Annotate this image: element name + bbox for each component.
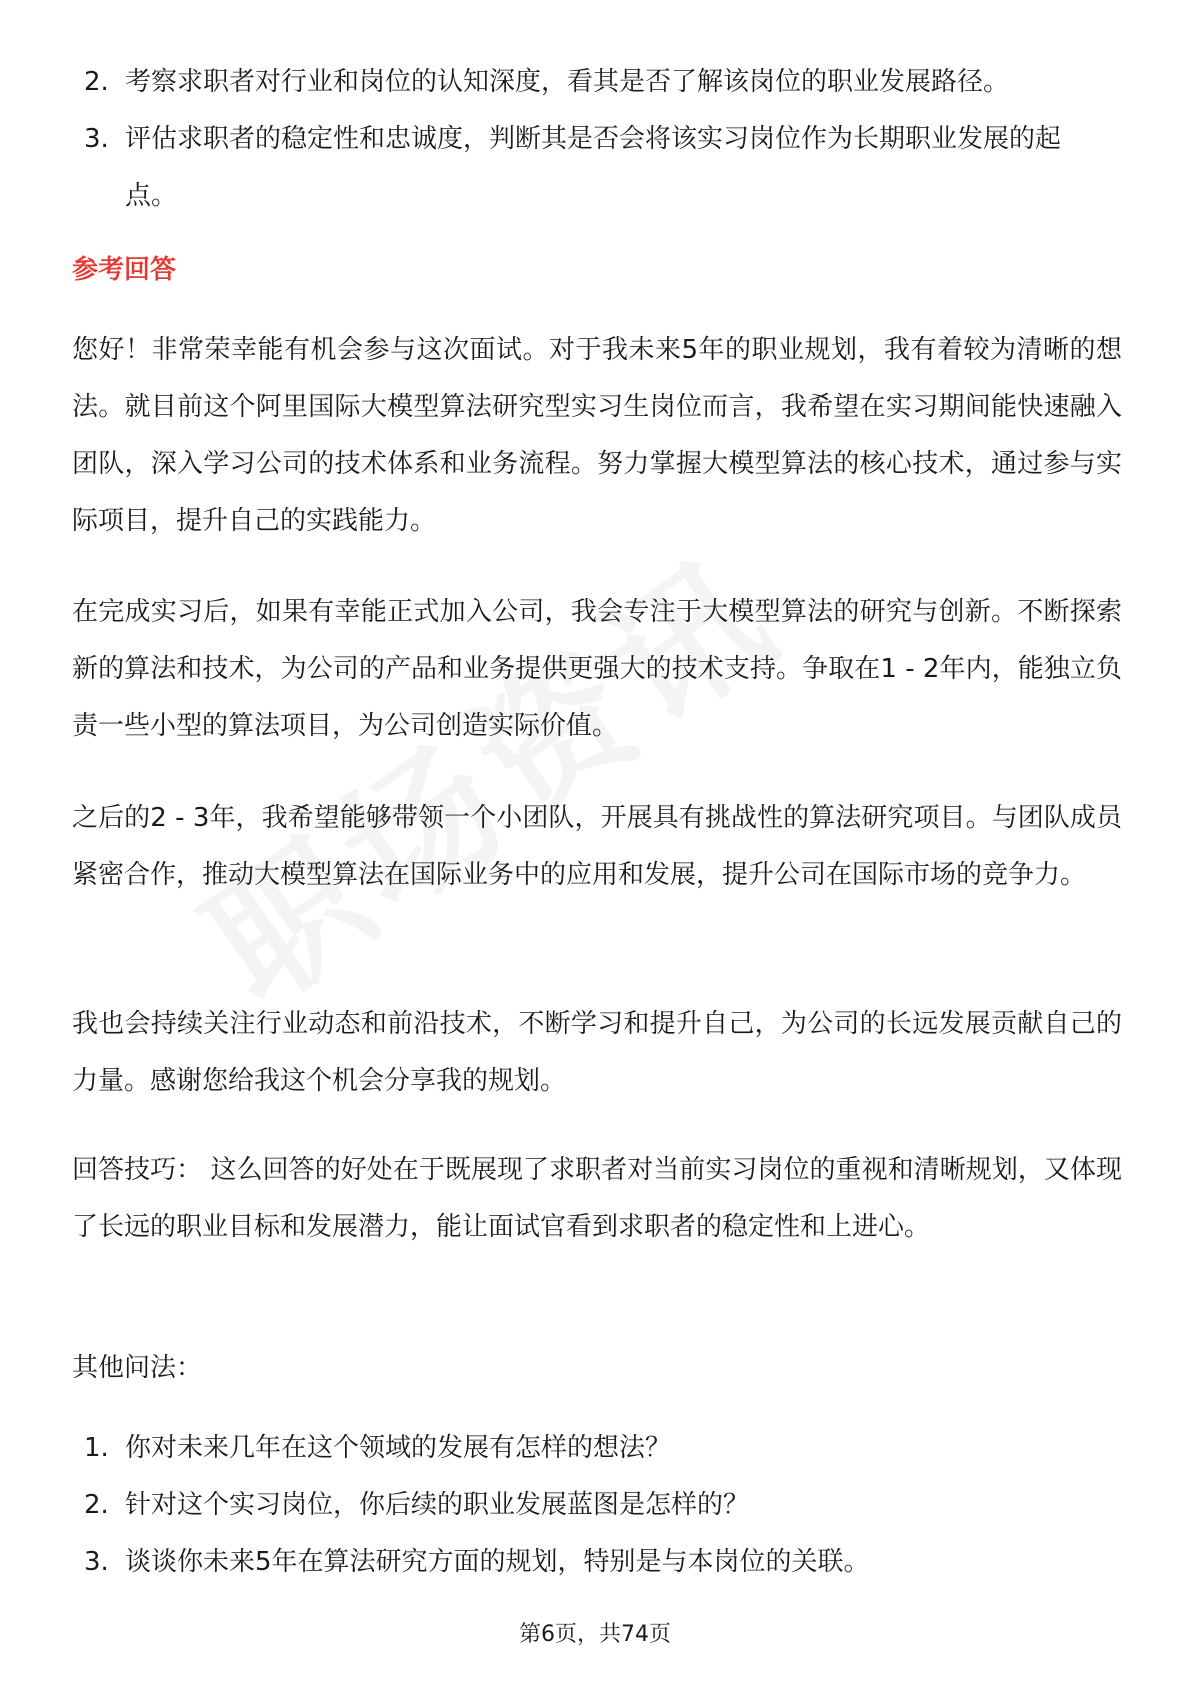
list-number: 1.: [84, 1433, 109, 1463]
list-item: [0, 1534, 1190, 1591]
answer-tip-paragraph: 回答技巧： 这么回答的好处在于既展现了求职者对当前实习岗位的重视和清晰规划，又体现了长远的职业目标和发展潜力，能让面试官看到求职者的稳定性和上进心。: [72, 1155, 1122, 1242]
list-number: 3.: [84, 1547, 109, 1577]
list-text: 考察求职者对行业和岗位的认知深度，看其是否了解该岗位的职业发展路径。: [125, 67, 1010, 97]
list-text: 针对这个实习岗位，你后续的职业发展蓝图是怎样的？: [125, 1490, 750, 1520]
list-number: 2.: [84, 67, 109, 97]
answer-paragraph-4: 我也会持续关注行业动态和前沿技术，不断学习和提升自己，为公司的长远发展贡献自己的力量。感谢您给我这个机会分享我的规划。: [72, 1009, 1122, 1096]
answer-paragraph-2: 在完成实习后，如果有幸能正式加入公司，我会专注于大模型算法的研究与创新。不断探索新的算法和技术，为公司的产品和业务提供更强大的技术支持。争取在1 - 2年内，能独立负责一些小型的算法项目，为公司创造实际价值。: [72, 597, 1122, 741]
list-text: 你对未来几年在这个领域的发展有怎样的想法？: [125, 1433, 672, 1463]
list-item: [0, 1477, 1190, 1534]
other-questions-label: 其他问法：: [72, 1353, 203, 1383]
list-number: 2.: [84, 1490, 109, 1520]
answer-heading: 参考回答: [72, 255, 177, 285]
list-number: 3.: [84, 124, 109, 154]
answer-paragraph-3: 之后的2 - 3年，我希望能够带领一个小团队，开展具有挑战性的算法研究项目。与团队成员紧密合作，推动大模型算法在国际业务中的应用和发展，提升公司在国际市场的竞争力。: [72, 803, 1122, 890]
top-numbered-list: [0, 54, 1190, 225]
list-item: [0, 1420, 1190, 1477]
list-text: 谈谈你未来5年在算法研究方面的规划，特别是与本岗位的关联。: [125, 1547, 870, 1577]
answer-paragraph-1: 您好！非常荣幸能有机会参与这次面试。对于我未来5年的职业规划，我有着较为清晰的想法。就目前这个阿里国际大模型算法研究型实习生岗位而言，我希望在实习期间能快速融入团队，深入学习公司的技术体系和业务流程。努力掌握大模型算法的核心技术，通过参与实际项目，提升自己的实践能力。: [72, 335, 1122, 536]
list-text: 评估求职者的稳定性和忠诚度，判断其是否会将该实习岗位作为长期职业发展的起点。: [125, 124, 1062, 211]
list-item: [0, 111, 1190, 225]
other-questions-list: [0, 1420, 1190, 1591]
list-item: [0, 54, 1190, 111]
page-footer: 第6页，共74页: [519, 1622, 671, 1647]
